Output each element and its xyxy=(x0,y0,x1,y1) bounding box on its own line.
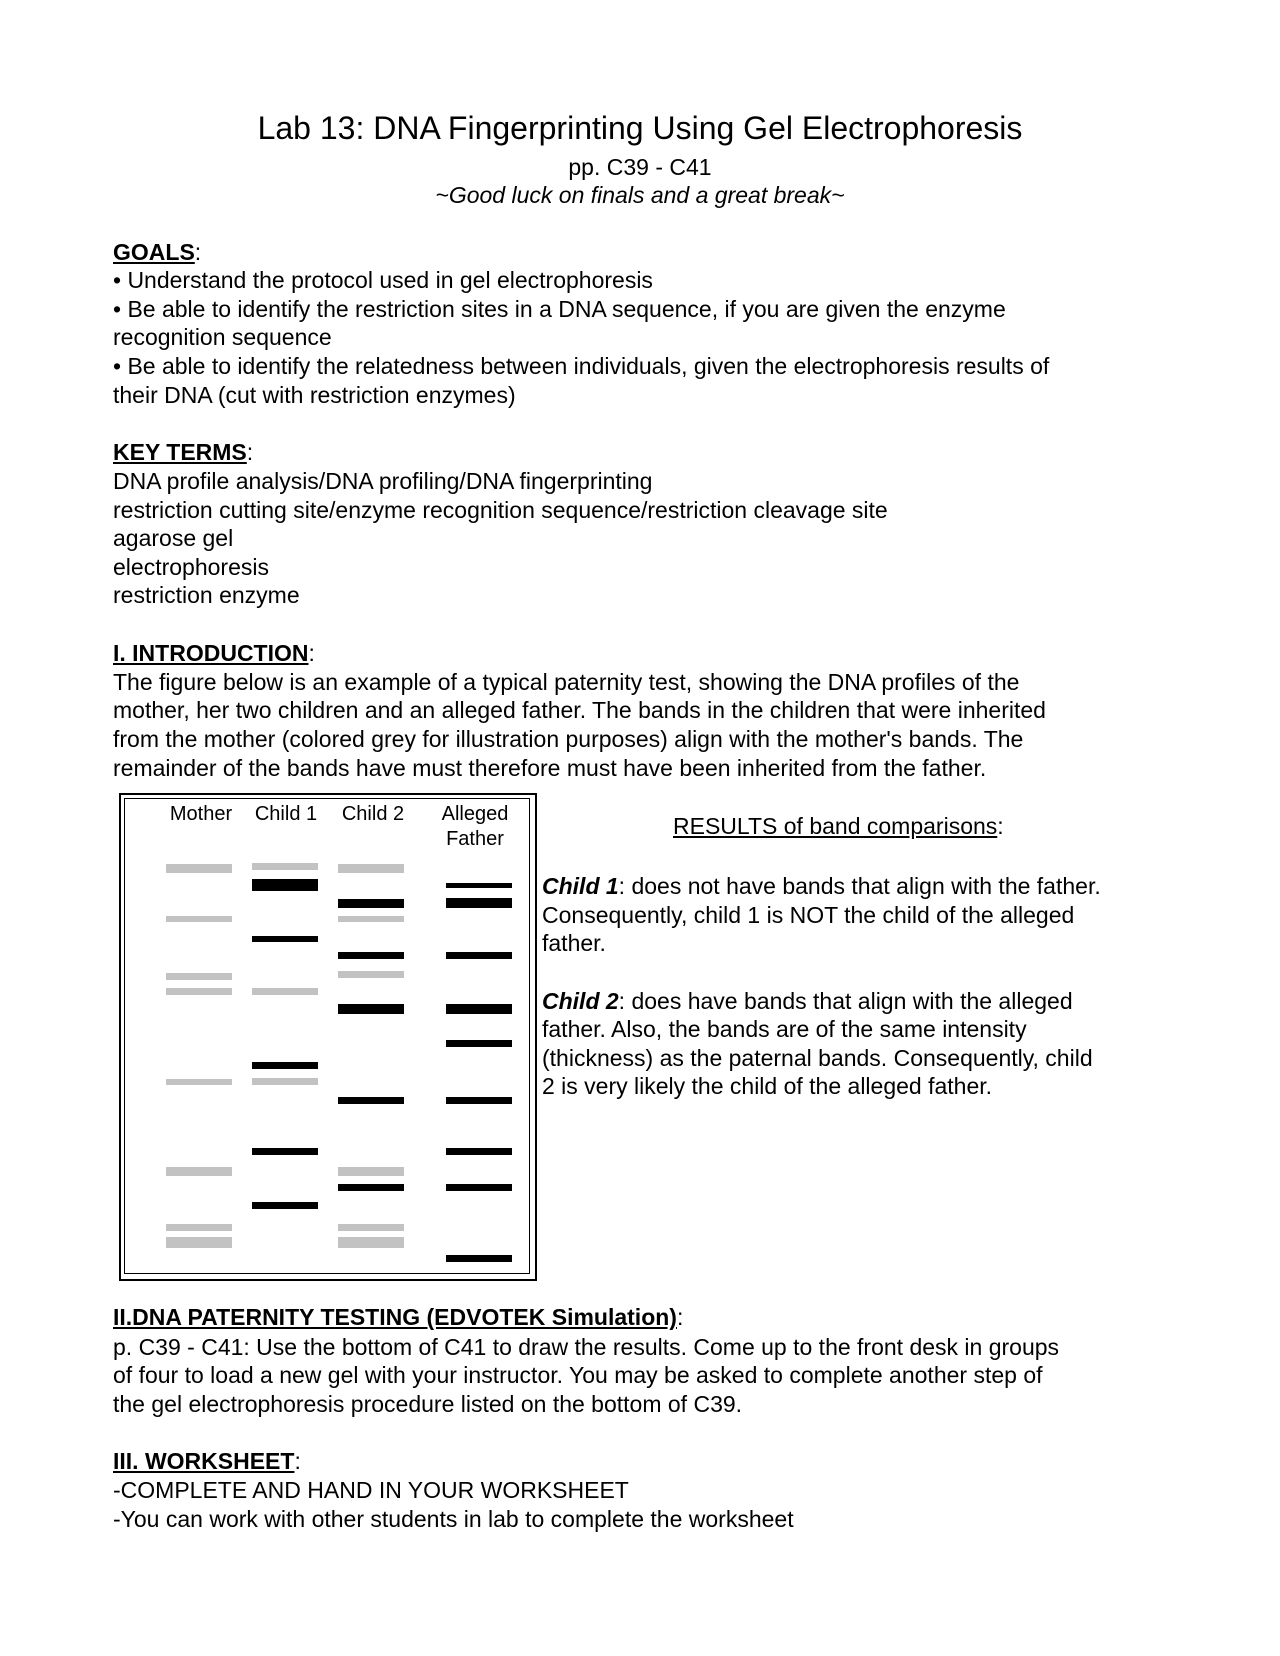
child1-line-2: Consequently, child 1 is NOT the child of the alleged xyxy=(542,902,1075,928)
goals-line-5: their DNA (cut with restriction enzymes) xyxy=(113,382,516,408)
introduction-line-4: remainder of the bands have must therefore must have been inherited from the father. xyxy=(113,755,987,781)
lane-label-father: Father xyxy=(446,828,504,850)
paternity-line-2: of four to load a new gel with your instructor. You may be asked to complete another step of xyxy=(113,1362,1043,1388)
gel-band xyxy=(338,899,404,908)
key-term-3: agarose gel xyxy=(113,525,234,551)
gel-band xyxy=(166,916,232,922)
gel-band xyxy=(338,1097,404,1104)
gel-band xyxy=(166,973,232,980)
gel-band xyxy=(166,1237,232,1248)
key-term-4: electrophoresis xyxy=(113,554,269,580)
goals-line-1: • Understand the protocol used in gel electrophoresis xyxy=(113,267,653,293)
gel-band xyxy=(446,1004,512,1014)
goals-heading-line: GOALS: xyxy=(113,239,202,265)
key-term-2: restriction cutting site/enzyme recognition sequence/restriction cleavage site xyxy=(113,497,888,523)
gel-band xyxy=(252,1062,318,1069)
gel-band xyxy=(166,864,232,873)
child2-line-4: 2 is very likely the child of the alleged father. xyxy=(542,1073,993,1099)
gel-band xyxy=(338,916,404,922)
worksheet-heading-line: III. WORKSHEET: xyxy=(113,1448,301,1474)
child2-line-2: father. Also, the bands are of the same intensity xyxy=(542,1016,1027,1042)
goals-line-2: • Be able to identify the restriction sites in a DNA sequence, if you are given the enzyme xyxy=(113,296,1006,322)
paternity-line-3: the gel electrophoresis procedure listed on the bottom of C39. xyxy=(113,1391,743,1417)
key-terms-heading: KEY TERMS xyxy=(113,439,247,465)
results-heading: RESULTS of band comparisons xyxy=(673,813,998,839)
gel-band xyxy=(446,1097,512,1104)
gel-band xyxy=(252,936,318,942)
introduction-line-1: The figure below is an example of a typical paternity test, showing the DNA profiles of the xyxy=(113,669,1020,695)
gel-band xyxy=(166,1167,232,1176)
gel-band xyxy=(446,1040,512,1047)
child2-label: Child 2 xyxy=(542,988,619,1014)
gel-band xyxy=(166,988,232,995)
gel-band xyxy=(446,952,512,959)
gel-band xyxy=(338,952,404,959)
gel-band xyxy=(166,1079,232,1085)
key-terms-heading-line: KEY TERMS: xyxy=(113,439,254,465)
key-term-1: DNA profile analysis/DNA profiling/DNA fingerprinting xyxy=(113,468,653,494)
worksheet-line-2: -You can work with other students in lab to complete the worksheet xyxy=(113,1506,794,1532)
gel-band xyxy=(446,1148,512,1155)
gel-band xyxy=(338,1004,404,1014)
gel-band xyxy=(338,864,404,873)
gel-band xyxy=(252,879,318,891)
goals-line-3: recognition sequence xyxy=(113,324,332,350)
goals-heading: GOALS xyxy=(113,239,195,265)
gel-band xyxy=(338,1167,404,1176)
introduction-line-2: mother, her two children and an alleged father. The bands in the children that were inherited xyxy=(113,697,1046,723)
paternity-heading: II.DNA PATERNITY TESTING (EDVOTEK Simulation) xyxy=(113,1304,677,1330)
goals-line-4: • Be able to identify the relatedness between individuals, given the electrophoresis results of xyxy=(113,353,1050,379)
gel-band xyxy=(166,1224,232,1231)
lane-label-alleged: Alleged xyxy=(441,803,509,825)
gel-band xyxy=(252,1148,318,1155)
child2-line-1: Child 2: does have bands that align with the alleged xyxy=(542,988,1073,1014)
gel-band xyxy=(338,1184,404,1191)
introduction-heading-line: I. INTRODUCTION: xyxy=(113,640,315,666)
child1-line-1: Child 1: does not have bands that align with the father. xyxy=(542,873,1101,899)
gel-band xyxy=(446,1255,512,1262)
lane-label-child-1: Child 1 xyxy=(254,803,318,825)
introduction-heading: I. INTRODUCTION xyxy=(113,640,309,666)
lane-label-mother: Mother xyxy=(169,803,233,825)
gel-band xyxy=(338,971,404,978)
key-term-5: restriction enzyme xyxy=(113,582,300,608)
gel-band xyxy=(338,1237,404,1248)
gel-band xyxy=(252,1202,318,1209)
page-reference: pp. C39 - C41 xyxy=(568,154,712,180)
gel-band xyxy=(252,863,318,870)
paternity-line-1: p. C39 - C41: Use the bottom of C41 to draw the results. Come up to the front desk in groups xyxy=(113,1334,1060,1360)
worksheet-line-1: -COMPLETE AND HAND IN YOUR WORKSHEET xyxy=(113,1477,629,1503)
page-title: Lab 13: DNA Fingerprinting Using Gel Electrophoresis xyxy=(257,110,1023,146)
gel-band xyxy=(446,898,512,908)
subtitle: ~Good luck on finals and a great break~ xyxy=(435,182,845,208)
child1-line-3: father. xyxy=(542,930,606,956)
results-heading-line: RESULTS of band comparisons: xyxy=(673,813,1004,839)
paternity-heading-line: II.DNA PATERNITY TESTING (EDVOTEK Simulation): xyxy=(113,1304,684,1330)
worksheet-heading: III. WORKSHEET xyxy=(113,1448,295,1474)
introduction-line-3: from the mother (colored grey for illustration purposes) align with the mother's bands. The xyxy=(113,726,1024,752)
gel-band xyxy=(338,1224,404,1231)
child1-label: Child 1 xyxy=(542,873,619,899)
gel-band xyxy=(252,1078,318,1085)
gel-band xyxy=(252,988,318,995)
gel-band xyxy=(446,883,512,888)
gel-band xyxy=(446,1184,512,1191)
lane-label-child-2: Child 2 xyxy=(341,803,405,825)
child2-line-3: (thickness) as the paternal bands. Consequently, child xyxy=(542,1045,1093,1071)
